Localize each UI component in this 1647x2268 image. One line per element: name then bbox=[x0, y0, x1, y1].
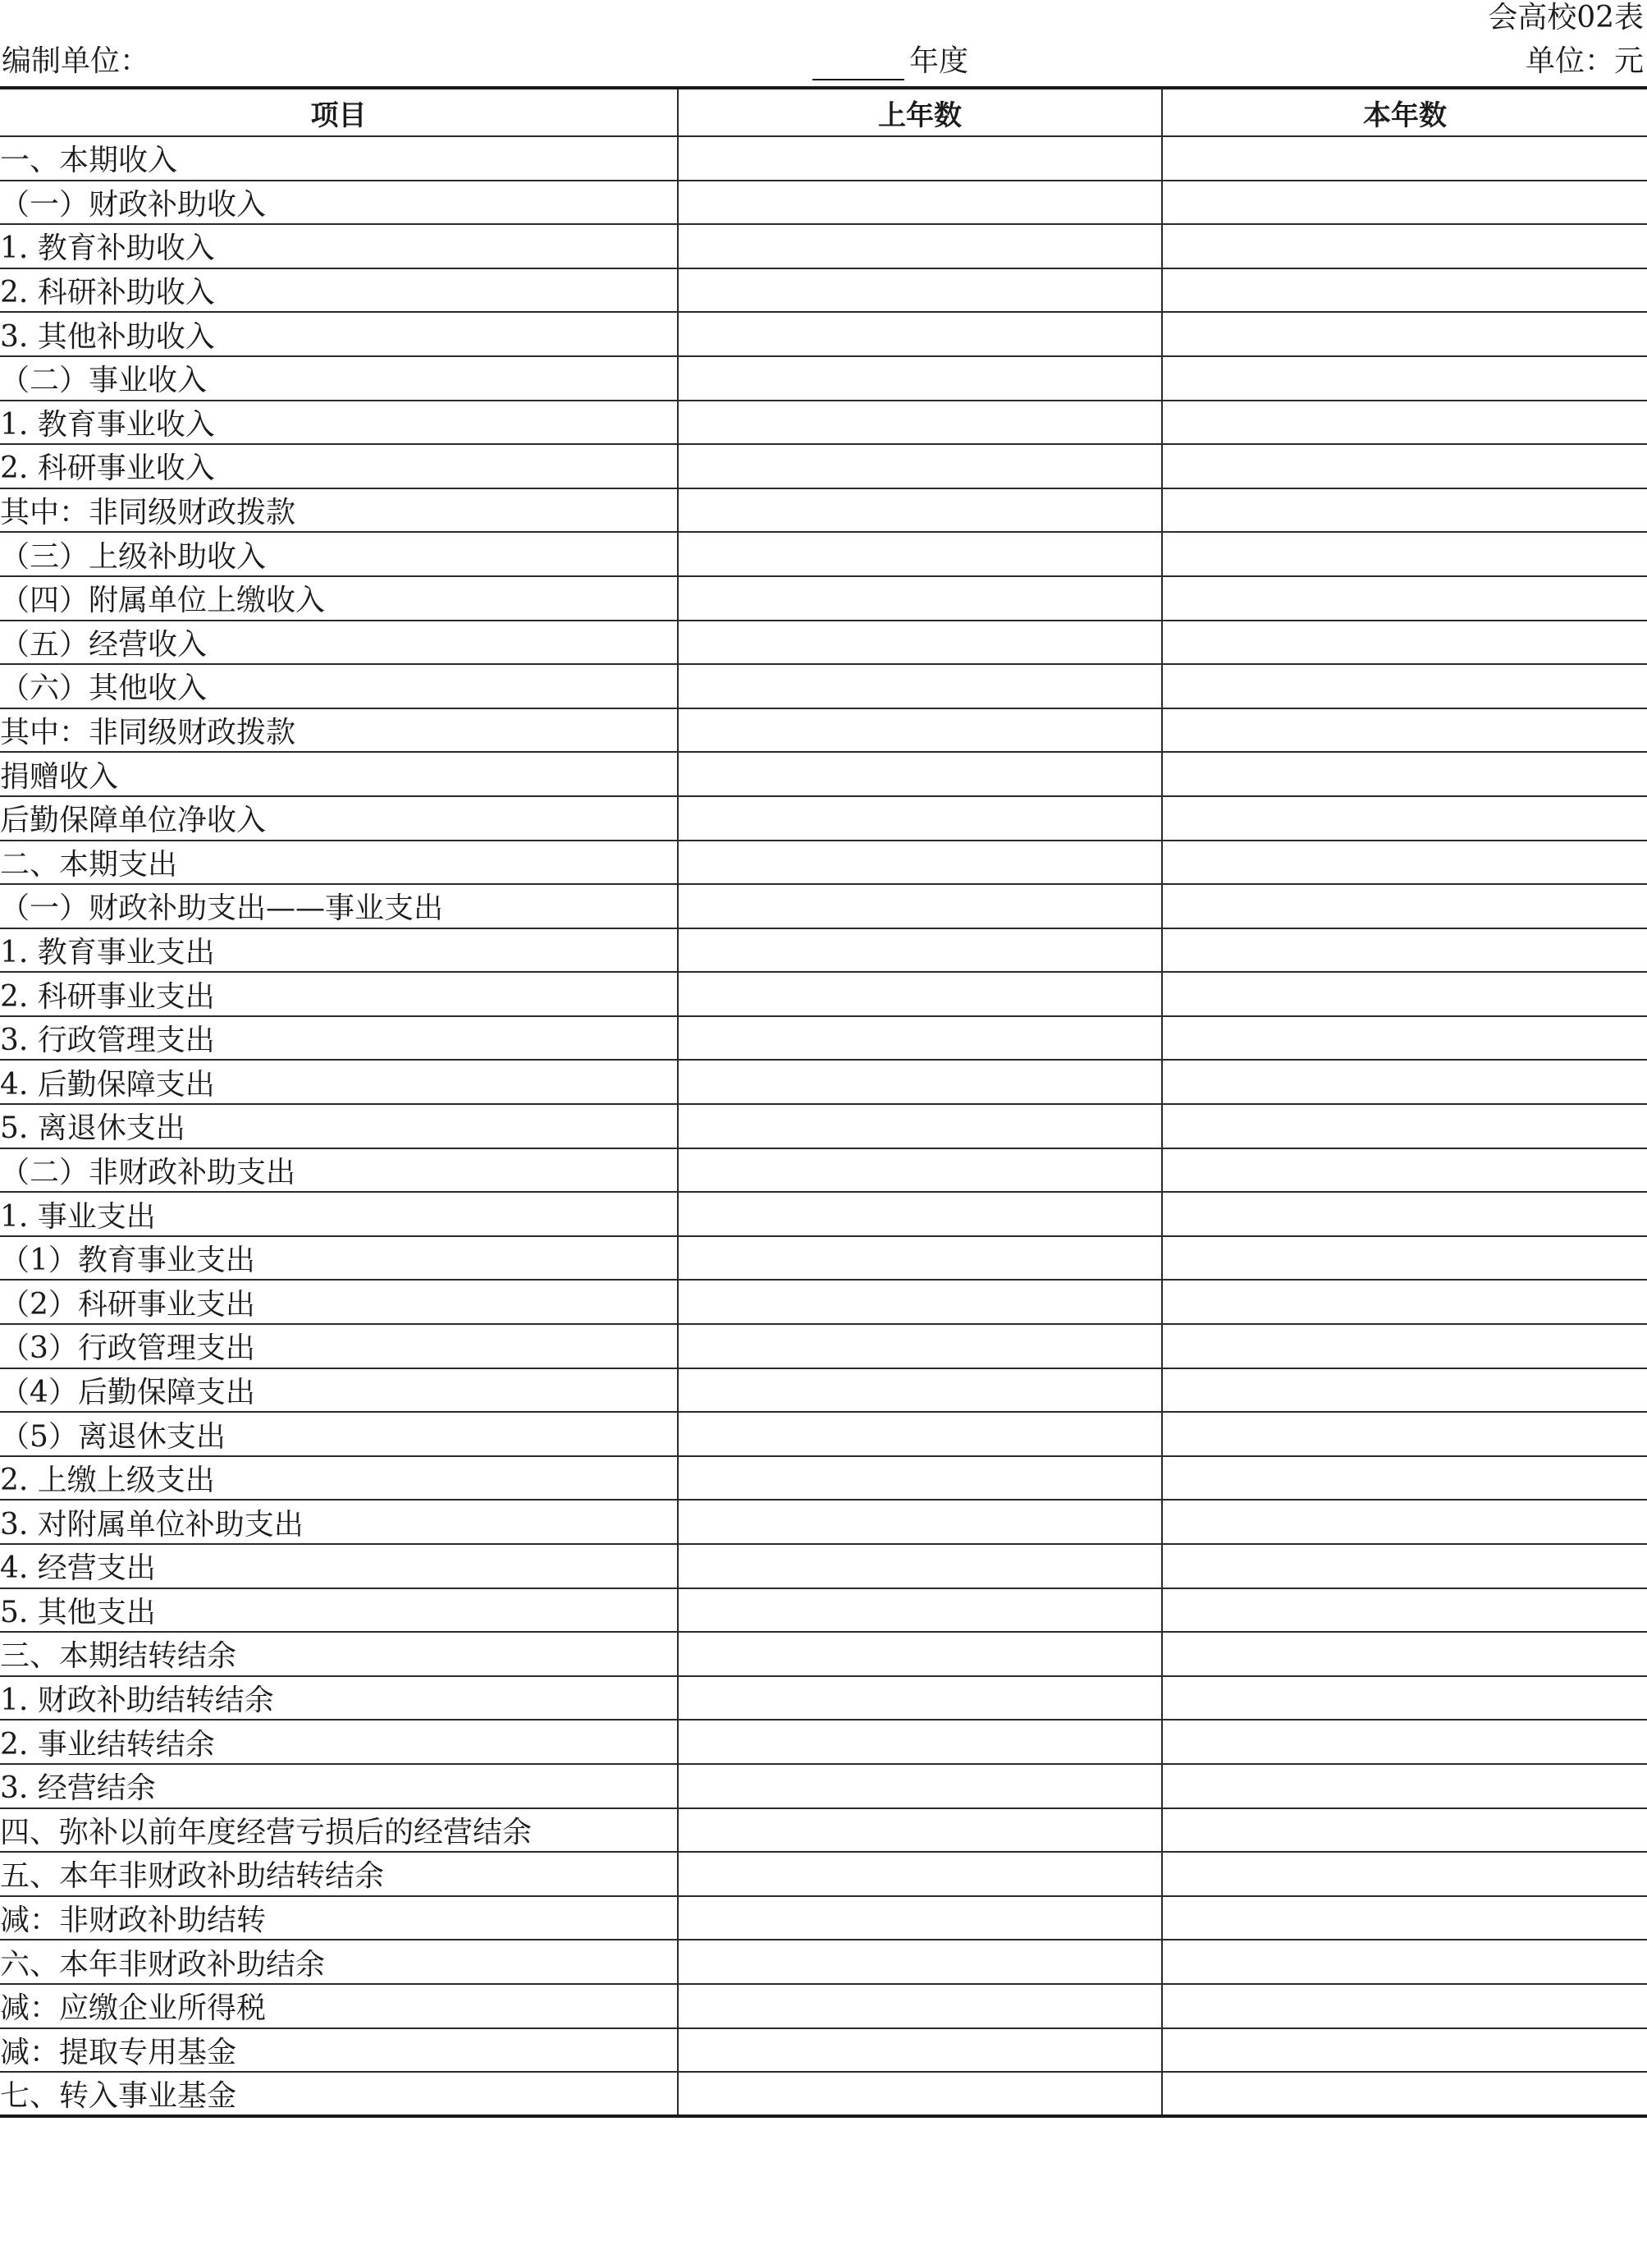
row-item-label: 5. 离退休支出 bbox=[0, 1104, 678, 1148]
prior-year-amount-cell[interactable] bbox=[678, 928, 1162, 973]
table-row bbox=[0, 181, 1647, 225]
column-header-current-year: 本年数 bbox=[1162, 88, 1647, 136]
table-row bbox=[0, 1324, 1647, 1368]
table-row bbox=[0, 2072, 1647, 2116]
column-header-item: 项目 bbox=[0, 88, 678, 136]
row-item-label: （四）附属单位上缴收入 bbox=[0, 576, 678, 621]
prior-year-amount-cell[interactable] bbox=[678, 224, 1162, 268]
current-year-amount-cell[interactable] bbox=[1162, 2072, 1647, 2116]
current-year-amount-cell[interactable] bbox=[1162, 664, 1647, 708]
current-year-amount-cell[interactable] bbox=[1162, 1984, 1647, 2028]
row-item-label: 其中：非同级财政拨款 bbox=[0, 488, 678, 533]
table-row bbox=[0, 1676, 1647, 1720]
current-year-amount-cell[interactable] bbox=[1162, 1720, 1647, 1764]
row-item-label: 3. 经营结余 bbox=[0, 1764, 678, 1808]
prior-year-amount-cell[interactable] bbox=[678, 2072, 1162, 2116]
form-code: 会高校02表 bbox=[1488, 1, 1644, 34]
current-year-amount-cell[interactable] bbox=[1162, 1368, 1647, 1413]
table-row bbox=[0, 621, 1647, 665]
row-item-label: 三、本期结转结余 bbox=[0, 1632, 678, 1676]
prior-year-amount-cell[interactable] bbox=[678, 312, 1162, 356]
current-year-amount-cell[interactable] bbox=[1162, 312, 1647, 356]
table-body bbox=[0, 136, 1647, 2116]
table-row bbox=[0, 1368, 1647, 1413]
table-row bbox=[0, 928, 1647, 973]
current-year-amount-cell[interactable] bbox=[1162, 488, 1647, 533]
row-item-label: 后勤保障单位净收入 bbox=[0, 796, 678, 841]
prior-year-amount-cell[interactable] bbox=[678, 1676, 1162, 1720]
current-year-amount-cell[interactable] bbox=[1162, 708, 1647, 753]
prior-year-amount-cell[interactable] bbox=[678, 708, 1162, 753]
current-year-amount-cell[interactable] bbox=[1162, 621, 1647, 665]
prior-year-amount-cell[interactable] bbox=[678, 1852, 1162, 1896]
row-item-label: 3. 其他补助收入 bbox=[0, 312, 678, 356]
prior-year-amount-cell[interactable] bbox=[678, 1940, 1162, 1984]
row-item-label: 四、弥补以前年度经营亏损后的经营结余 bbox=[0, 1808, 678, 1853]
income-expenditure-table bbox=[0, 86, 1647, 2118]
table-row bbox=[0, 1720, 1647, 1764]
row-item-label: 一、本期收入 bbox=[0, 136, 678, 181]
current-year-amount-cell[interactable] bbox=[1162, 532, 1647, 576]
prior-year-amount-cell[interactable] bbox=[678, 1896, 1162, 1940]
preparing-unit-label: 编制单位： bbox=[2, 44, 150, 78]
prior-year-amount-cell[interactable] bbox=[678, 841, 1162, 885]
row-item-label: （1）教育事业支出 bbox=[0, 1236, 678, 1281]
row-item-label: 七、转入事业基金 bbox=[0, 2072, 678, 2116]
row-item-label: 4. 后勤保障支出 bbox=[0, 1060, 678, 1104]
prior-year-amount-cell[interactable] bbox=[678, 356, 1162, 401]
table-row bbox=[0, 1808, 1647, 1853]
prior-year-amount-cell[interactable] bbox=[678, 532, 1162, 576]
current-year-amount-cell[interactable] bbox=[1162, 1060, 1647, 1104]
current-year-amount-cell[interactable] bbox=[1162, 1808, 1647, 1853]
prior-year-amount-cell[interactable] bbox=[678, 1236, 1162, 1281]
row-item-label: 减：提取专用基金 bbox=[0, 2028, 678, 2073]
current-year-amount-cell[interactable] bbox=[1162, 1324, 1647, 1368]
row-item-label: （六）其他收入 bbox=[0, 664, 678, 708]
table-row bbox=[0, 136, 1647, 181]
current-year-amount-cell[interactable] bbox=[1162, 1500, 1647, 1544]
current-year-amount-cell[interactable] bbox=[1162, 1236, 1647, 1281]
prior-year-amount-cell[interactable] bbox=[678, 1764, 1162, 1808]
prior-year-amount-cell[interactable] bbox=[678, 664, 1162, 708]
current-year-amount-cell[interactable] bbox=[1162, 268, 1647, 313]
prior-year-amount-cell[interactable] bbox=[678, 1060, 1162, 1104]
row-item-label: 六、本年非财政补助结余 bbox=[0, 1940, 678, 1984]
current-year-amount-cell[interactable] bbox=[1162, 1412, 1647, 1456]
table-row bbox=[0, 2028, 1647, 2073]
prior-year-amount-cell[interactable] bbox=[678, 136, 1162, 181]
current-year-amount-cell[interactable] bbox=[1162, 1896, 1647, 1940]
current-year-amount-cell[interactable] bbox=[1162, 884, 1647, 928]
row-item-label: 2. 科研事业收入 bbox=[0, 444, 678, 488]
prior-year-amount-cell[interactable] bbox=[678, 621, 1162, 665]
table-row bbox=[0, 752, 1647, 796]
row-item-label: 五、本年非财政补助结转结余 bbox=[0, 1852, 678, 1896]
row-item-label: （二）事业收入 bbox=[0, 356, 678, 401]
prior-year-amount-cell[interactable] bbox=[678, 884, 1162, 928]
table-row bbox=[0, 664, 1647, 708]
table-row bbox=[0, 356, 1647, 401]
prior-year-amount-cell[interactable] bbox=[678, 1412, 1162, 1456]
table-row bbox=[0, 1280, 1647, 1324]
row-item-label: （二）非财政补助支出 bbox=[0, 1148, 678, 1193]
current-year-amount-cell[interactable] bbox=[1162, 2028, 1647, 2073]
prior-year-amount-cell[interactable] bbox=[678, 1324, 1162, 1368]
row-item-label: 1. 事业支出 bbox=[0, 1192, 678, 1236]
prior-year-amount-cell[interactable] bbox=[678, 181, 1162, 225]
prior-year-amount-cell[interactable] bbox=[678, 488, 1162, 533]
row-item-label: 捐赠收入 bbox=[0, 752, 678, 796]
row-item-label: （3）行政管理支出 bbox=[0, 1324, 678, 1368]
current-year-amount-cell[interactable] bbox=[1162, 752, 1647, 796]
prior-year-amount-cell[interactable] bbox=[678, 1456, 1162, 1501]
row-item-label: 其中：非同级财政拨款 bbox=[0, 708, 678, 753]
row-item-label: 2. 科研事业支出 bbox=[0, 972, 678, 1016]
prior-year-amount-cell[interactable] bbox=[678, 972, 1162, 1016]
table-row bbox=[0, 1984, 1647, 2028]
row-item-label: （5）离退休支出 bbox=[0, 1412, 678, 1456]
table-row bbox=[0, 1764, 1647, 1808]
row-item-label: 1. 教育事业收入 bbox=[0, 401, 678, 445]
table-row bbox=[0, 1896, 1647, 1940]
current-year-amount-cell[interactable] bbox=[1162, 1544, 1647, 1588]
prior-year-amount-cell[interactable] bbox=[678, 1280, 1162, 1324]
current-year-amount-cell[interactable] bbox=[1162, 1280, 1647, 1324]
table-row bbox=[0, 1060, 1647, 1104]
table-row bbox=[0, 972, 1647, 1016]
prior-year-amount-cell[interactable] bbox=[678, 1148, 1162, 1193]
current-year-amount-cell[interactable] bbox=[1162, 444, 1647, 488]
current-year-amount-cell[interactable] bbox=[1162, 1016, 1647, 1061]
table-row bbox=[0, 1104, 1647, 1148]
table-row bbox=[0, 841, 1647, 885]
table-row bbox=[0, 1500, 1647, 1544]
current-year-amount-cell[interactable] bbox=[1162, 136, 1647, 181]
prior-year-amount-cell[interactable] bbox=[678, 1104, 1162, 1148]
row-item-label: 1. 教育补助收入 bbox=[0, 224, 678, 268]
current-year-amount-cell[interactable] bbox=[1162, 1764, 1647, 1808]
column-header-prior-year: 上年数 bbox=[678, 88, 1162, 136]
row-item-label: （2）科研事业支出 bbox=[0, 1280, 678, 1324]
prior-year-amount-cell[interactable] bbox=[678, 401, 1162, 445]
prior-year-amount-cell[interactable] bbox=[678, 752, 1162, 796]
row-item-label: 1. 财政补助结转结余 bbox=[0, 1676, 678, 1720]
current-year-amount-cell[interactable] bbox=[1162, 1588, 1647, 1633]
prior-year-amount-cell[interactable] bbox=[678, 2028, 1162, 2073]
row-item-label: 二、本期支出 bbox=[0, 841, 678, 885]
prior-year-amount-cell[interactable] bbox=[678, 1588, 1162, 1633]
table-row bbox=[0, 1412, 1647, 1456]
row-item-label: （4）后勤保障支出 bbox=[0, 1368, 678, 1413]
current-year-amount-cell[interactable] bbox=[1162, 928, 1647, 973]
current-year-amount-cell[interactable] bbox=[1162, 1148, 1647, 1193]
table-row bbox=[0, 1192, 1647, 1236]
row-item-label: 2. 上缴上级支出 bbox=[0, 1456, 678, 1501]
table-row bbox=[0, 576, 1647, 621]
current-year-amount-cell[interactable] bbox=[1162, 796, 1647, 841]
row-item-label: 5. 其他支出 bbox=[0, 1588, 678, 1633]
prior-year-amount-cell[interactable] bbox=[678, 1368, 1162, 1413]
table-row bbox=[0, 1852, 1647, 1896]
row-item-label: 减：应缴企业所得税 bbox=[0, 1984, 678, 2028]
year-blank-underline[interactable] bbox=[812, 51, 904, 80]
current-year-amount-cell[interactable] bbox=[1162, 972, 1647, 1016]
prior-year-amount-cell[interactable] bbox=[678, 1632, 1162, 1676]
year-suffix: 年度 bbox=[909, 44, 969, 78]
prior-year-amount-cell[interactable] bbox=[678, 1192, 1162, 1236]
table-row bbox=[0, 401, 1647, 445]
current-year-amount-cell[interactable] bbox=[1162, 224, 1647, 268]
current-year-amount-cell[interactable] bbox=[1162, 1456, 1647, 1501]
table-row bbox=[0, 796, 1647, 841]
current-year-amount-cell[interactable] bbox=[1162, 1940, 1647, 1984]
table-row bbox=[0, 488, 1647, 533]
current-year-amount-cell[interactable] bbox=[1162, 356, 1647, 401]
row-item-label: 3. 对附属单位补助支出 bbox=[0, 1500, 678, 1544]
report-meta-row bbox=[0, 43, 1647, 84]
table-header-row bbox=[0, 88, 1647, 136]
current-year-amount-cell[interactable] bbox=[1162, 1676, 1647, 1720]
table-row bbox=[0, 532, 1647, 576]
prior-year-amount-cell[interactable] bbox=[678, 268, 1162, 313]
report-year-field bbox=[812, 43, 968, 80]
table-row bbox=[0, 1016, 1647, 1061]
current-year-amount-cell[interactable] bbox=[1162, 1632, 1647, 1676]
prior-year-amount-cell[interactable] bbox=[678, 444, 1162, 488]
table-row bbox=[0, 1632, 1647, 1676]
table-row bbox=[0, 884, 1647, 928]
prior-year-amount-cell[interactable] bbox=[678, 1720, 1162, 1764]
table-row bbox=[0, 1940, 1647, 1984]
current-year-amount-cell[interactable] bbox=[1162, 401, 1647, 445]
row-item-label: （一）财政补助支出——事业支出 bbox=[0, 884, 678, 928]
current-year-amount-cell[interactable] bbox=[1162, 1192, 1647, 1236]
row-item-label: （五）经营收入 bbox=[0, 621, 678, 665]
row-item-label: 2. 科研补助收入 bbox=[0, 268, 678, 313]
current-year-amount-cell[interactable] bbox=[1162, 841, 1647, 885]
table-row bbox=[0, 224, 1647, 268]
row-item-label: 3. 行政管理支出 bbox=[0, 1016, 678, 1061]
row-item-label: 4. 经营支出 bbox=[0, 1544, 678, 1588]
table-row bbox=[0, 1236, 1647, 1281]
table-row bbox=[0, 1148, 1647, 1193]
table-row bbox=[0, 708, 1647, 753]
prior-year-amount-cell[interactable] bbox=[678, 796, 1162, 841]
row-item-label: （一）财政补助收入 bbox=[0, 181, 678, 225]
prior-year-amount-cell[interactable] bbox=[678, 576, 1162, 621]
prior-year-amount-cell[interactable] bbox=[678, 1500, 1162, 1544]
prior-year-amount-cell[interactable] bbox=[678, 1984, 1162, 2028]
table-row bbox=[0, 1588, 1647, 1633]
prior-year-amount-cell[interactable] bbox=[678, 1016, 1162, 1061]
row-item-label: （三）上级补助收入 bbox=[0, 532, 678, 576]
table-row bbox=[0, 1544, 1647, 1588]
row-item-label: 2. 事业结转结余 bbox=[0, 1720, 678, 1764]
current-year-amount-cell[interactable] bbox=[1162, 576, 1647, 621]
current-year-amount-cell[interactable] bbox=[1162, 181, 1647, 225]
table-row bbox=[0, 444, 1647, 488]
current-year-amount-cell[interactable] bbox=[1162, 1852, 1647, 1896]
money-unit-label: 单位：元 bbox=[1525, 44, 1644, 78]
row-item-label: 减：非财政补助结转 bbox=[0, 1896, 678, 1940]
table-row bbox=[0, 312, 1647, 356]
prior-year-amount-cell[interactable] bbox=[678, 1808, 1162, 1853]
table-row bbox=[0, 268, 1647, 313]
prior-year-amount-cell[interactable] bbox=[678, 1544, 1162, 1588]
row-item-label: 1. 教育事业支出 bbox=[0, 928, 678, 973]
current-year-amount-cell[interactable] bbox=[1162, 1104, 1647, 1148]
table-row bbox=[0, 1456, 1647, 1501]
